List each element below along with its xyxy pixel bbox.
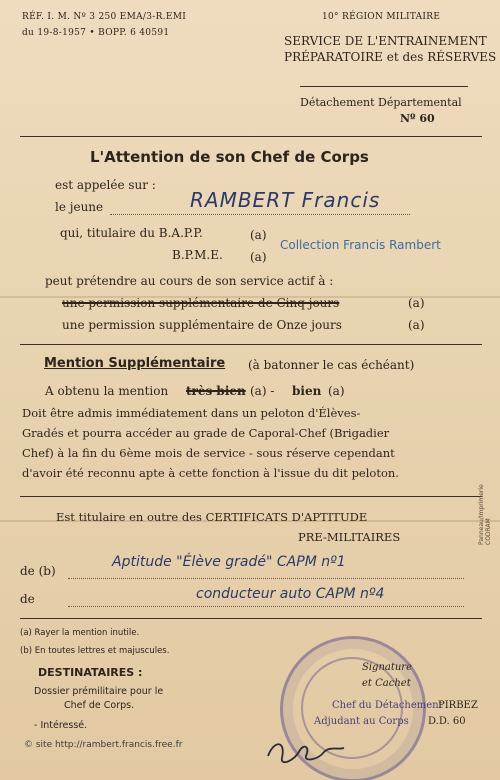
header-service-line2: PRÉPARATOIRE et des RÉSERVES	[284, 50, 497, 64]
mention-a5: (a) -	[250, 384, 275, 398]
stamp-name: PIRBEZ	[438, 700, 478, 711]
mention-bien: bien	[292, 384, 322, 398]
called-on-text: est appelée sur :	[55, 178, 156, 192]
header-detachment: Détachement Départemental	[300, 96, 462, 109]
stamp-number: D.D. 60	[428, 716, 466, 727]
perm5-text: une permission supplémentaire de Cinq jours	[62, 296, 340, 310]
header-region: 10° RÉGION MILITAIRE	[322, 12, 441, 22]
bpme-label: B.P.M.E.	[172, 248, 223, 262]
footer-top-rule	[20, 618, 482, 619]
section3-top-rule	[20, 496, 482, 497]
cert2-dotline	[68, 606, 464, 607]
footnote-b: (b) En toutes lettres et majuscules.	[20, 646, 170, 656]
mention-tres-bien: très bien	[186, 384, 246, 398]
perm11-text: une permission supplémentaire de Onze jours	[62, 318, 342, 332]
mention-body-line2: Gradés et pourra accéder au grade de Caporal-Chef (Brigadier	[22, 426, 390, 440]
mention-a6: (a)	[328, 384, 345, 398]
mention-body-line4: d'avoir été reconnu apte à cette fonction à l'issue du dit peloton.	[22, 466, 399, 480]
mention-body-line3: Chef) à la fin du 6ème mois de service - sous réserve cependant	[22, 446, 395, 460]
collection-watermark: Collection Francis Rambert	[280, 238, 441, 252]
section1-top-rule	[20, 136, 482, 137]
handwritten-signature	[260, 736, 350, 770]
side-printer-text: Panneau/Imprimerie CODRAM	[478, 484, 492, 545]
cert2-handwritten: conducteur auto CAPM nº4	[196, 586, 385, 602]
perm11-a: (a)	[408, 318, 425, 332]
cachet-label: et Cachet	[362, 678, 411, 689]
cert1-dotline	[68, 578, 464, 579]
cert-de-b: de (b)	[20, 564, 56, 578]
stamp-line2: Adjudant au Corps	[314, 716, 409, 727]
cert-de: de	[20, 592, 35, 606]
destinataire-2: Chef de Corps.	[64, 700, 135, 711]
section1-title: L'Attention de son Chef de Corps	[90, 148, 369, 166]
destinataires-title: DESTINATAIRES :	[38, 666, 143, 679]
stamp-line1: Chef du Détachement	[332, 700, 443, 711]
site-credit: © site http://rambert.francis.free.fr	[24, 740, 183, 750]
cert-line1: Est titulaire en outre des CERTIFICATS D'APTITUDE	[56, 510, 368, 524]
young-label: le jeune	[55, 200, 104, 214]
mention-body-line1: Doit être admis immédiatement dans un peloton d'Élèves-	[22, 406, 361, 420]
young-name-handwritten: RAMBERT Francis	[190, 188, 381, 212]
header-ref-line2: du 19-8-1957 • BOPP. 6 40591	[22, 28, 170, 38]
section2-note: (à batonner le cas échéant)	[248, 358, 415, 372]
claim-text: peut prétendre au cours de son service actif à :	[45, 274, 334, 288]
bpme-a: (a)	[250, 250, 267, 264]
bapp-a: (a)	[250, 228, 267, 242]
signature-label: Signature	[362, 662, 413, 673]
mention-prefix: A obtenu la mention	[45, 384, 169, 398]
young-name-dotline	[110, 214, 410, 215]
destinataire-3: - Intéressé.	[34, 720, 88, 731]
header-ref-line1: RÉF. I. M. Nº 3 250 EMA/3-R.EMI	[22, 12, 187, 22]
header-rule	[300, 86, 468, 87]
destinataire-1: Dossier prémilitaire pour le	[34, 686, 164, 697]
footnote-a: (a) Rayer la mention inutile.	[20, 628, 140, 638]
cert-line2: PRE-MILITAIRES	[298, 530, 401, 544]
bapp-label: qui, titulaire du B.A.P.P.	[60, 226, 203, 240]
section2-top-rule	[20, 344, 482, 345]
header-number: Nº 60	[400, 112, 435, 125]
perm5-a: (a)	[408, 296, 425, 310]
section2-title: Mention Supplémentaire	[44, 356, 226, 371]
header-service-line1: SERVICE DE L'ENTRAINEMENT	[284, 34, 487, 48]
cert1-handwritten: Aptitude "Élève gradé" CAPM nº1	[112, 554, 346, 570]
